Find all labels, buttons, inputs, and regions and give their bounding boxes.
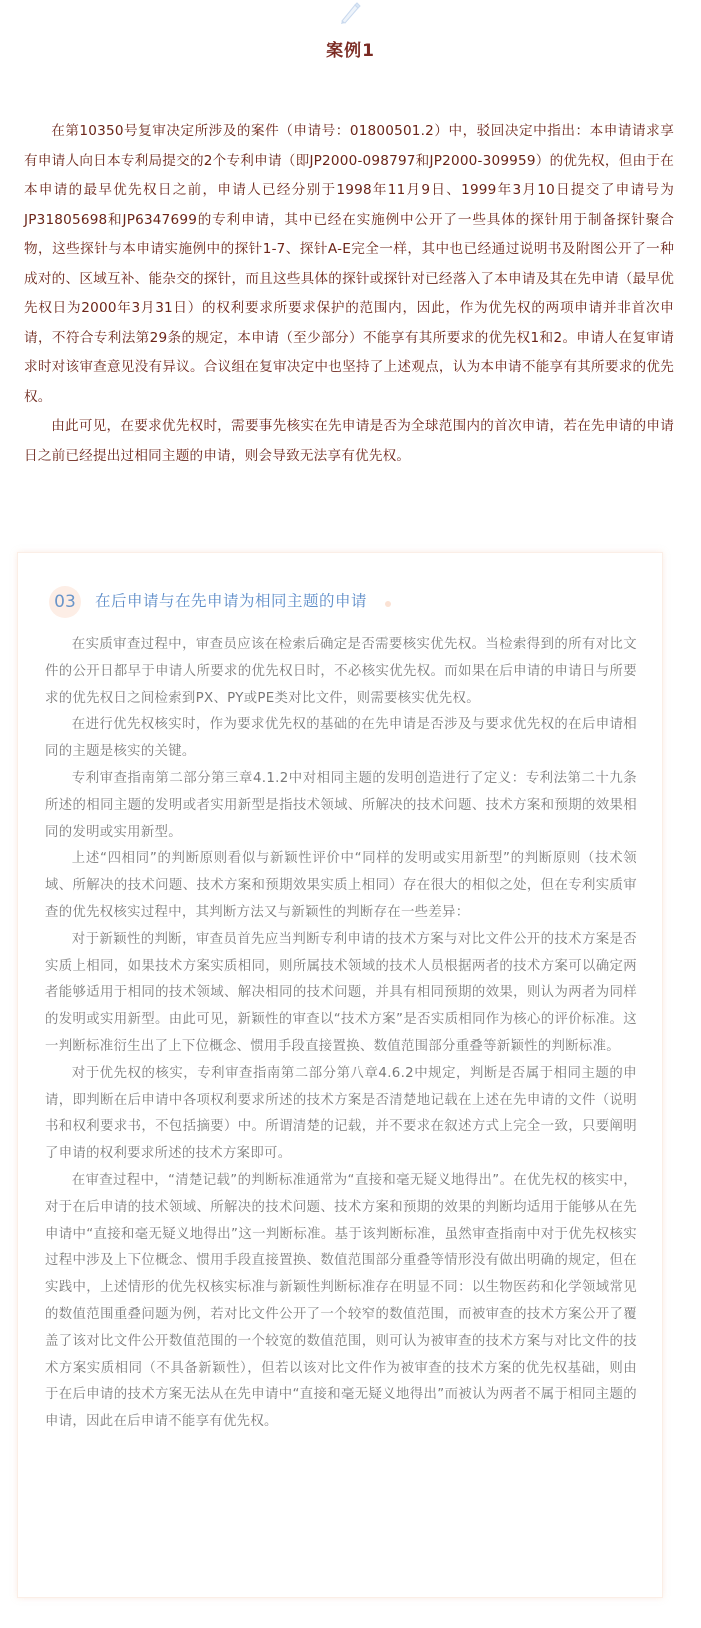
- section-number-badge: 03: [49, 586, 81, 618]
- section-paragraph: 对于优先权的核实，专利审查指南第二部分第八章4.6.2中规定，判断是否属于相同主题的申请，即判断在后申请中各项权利要求所述的技术方案是否清楚地记载在上述在先申请的文件（说明书和权利要求书，不包括摘要）中。所谓清楚的记载，并不要求在叙述方式上完全一致，只要阐明了申请的权利要求所述的技术方案即可。: [45, 1065, 637, 1162]
- section-paragraph: 上述“四相同”的判断原则看似与新颖性评价中“同样的发明或实用新型”的判断原则（技术领域、所解决的技术问题、技术方案和预期效果实质上相同）存在很大的相似之处，但在专利实质审查的优先权核实过程中，其判断方法又与新颖性的判断存在一些差异：: [45, 851, 637, 920]
- pen-icon: [336, 0, 362, 26]
- case-body: [24, 117, 674, 471]
- section-card: [17, 552, 663, 1598]
- case-title: 案例1: [326, 41, 375, 61]
- section-title: 在后申请与在先申请为相同主题的申请: [95, 592, 368, 610]
- section-paragraph: 在进行优先权核实时，作为要求优先权的基础的在先申请是否涉及与要求优先权的在后申请相同的主题是核实的关键。: [45, 717, 637, 760]
- section-paragraph: 专利审查指南第二部分第三章4.1.2中对相同主题的发明创造进行了定义：专利法第二十九条所述的相同主题的发明或者实用新型是指技术领域、所解决的技术问题、技术方案和预期的效果相同的发明或实用新型。: [45, 770, 637, 840]
- section-body: [45, 632, 637, 1436]
- section-paragraph: 在审查过程中，“清楚记载”的判断标准通常为“直接和毫无疑义地得出”。在优先权的核实中，对于在后申请的技术领域、所解决的技术问题、技术方案和预期的效果的判断均适用于能够从在先申请中“直接和毫无疑义地得出”这一判断标准。基于该判断标准，虽然审查指南中对于优先权核实过程中涉及上下位概念、惯用手段直接置换、数值范围部分重叠等情形没有做出明确的规定，但在实践中，上述情形的优先权核实标准与新颖性判断标准存在明显不同：以生物医药和化学领域常见的数值范围重叠问题为例，若对比文件公开了一个较窄的数值范围，而被审查的技术方案公开了覆盖了该对比文件公开数值范围的一个较宽的数值范围，则可认为被审查的技术方案与对比文件的技术方案实质相同（不具备新颖性），但若以该对比文件作为被审查的技术方案的优先权基础，则由于在后申请的技术方案无法从在先申请中“直接和毫无疑义地得出”而被认为两者不属于相同主题的申请，因此在后申请不能享有优先权。: [45, 1172, 637, 1430]
- title-dot-decoration: [385, 601, 391, 607]
- case-paragraph: 由此可见，在要求优先权时，需要事先核实在先申请是否为全球范围内的首次申请，若在先申请的申请日之前已经提出过相同主题的申请，则会导致无法享有优先权。: [24, 418, 674, 464]
- case-paragraph: 在第10350号复审决定所涉及的案件（申请号：01800501.2）中，驳回决定中指出：本申请请求享有申请人向日本专利局提交的2个专利申请（即JP2000-098797和JP2000-309959）的优先权，但由于在本申请的最早优先权日之前，申请人已经分别于1998年11月9日、1999年3月10日提交了申请号为JP31805698和JP6347699的专利申请，其中已经在实施例中公开了一些具体的探针用于制备探针聚合物，这些探针与本申请实施例中的探针1-7、探针A-E完全一样，其中也已经通过说明书及附图公开了一种成对的、区域互补、能杂交的探针，而且这些具体的探针或探针对已经落入了本申请及其在先申请（最早优先权日为2000年3月31日）的权利要求所要求保护的范围内，因此，作为优先权的两项申请并非首次申请，不符合专利法第29条的规定，本申请（至少部分）不能享有其所要求的优先权1和2。申请人在复审请求时对该审查意见没有异议。合议组在复审决定中也坚持了上述观点，认为本申请不能享有其所要求的优先权。: [24, 123, 674, 405]
- section-paragraph: 在实质审查过程中，审查员应该在检索后确定是否需要核实优先权。当检索得到的所有对比文件的公开日都早于申请人所要求的优先权日时，不必核实优先权。而如果在后申请的申请日与所要求的优先权日之间检索到PX、PY或PE类对比文件，则需要核实优先权。: [45, 637, 637, 706]
- section-paragraph: 对于新颖性的判断，审查员首先应当判断专利申请的技术方案与对比文件公开的技术方案是否实质上相同，如果技术方案实质相同，则所属技术领域的技术人员根据两者的技术方案可以确定两者能够适用于相同的技术领域、解决相同的技术问题，并具有相同预期的效果，则认为两者为同样的发明或实用新型。由此可见，新颖性的审查以“技术方案”是否实质相同作为核心的评价标准。这一判断标准衍生出了上下位概念、惯用手段直接置换、数值范围部分重叠等新颖性的判断标准。: [45, 931, 637, 1054]
